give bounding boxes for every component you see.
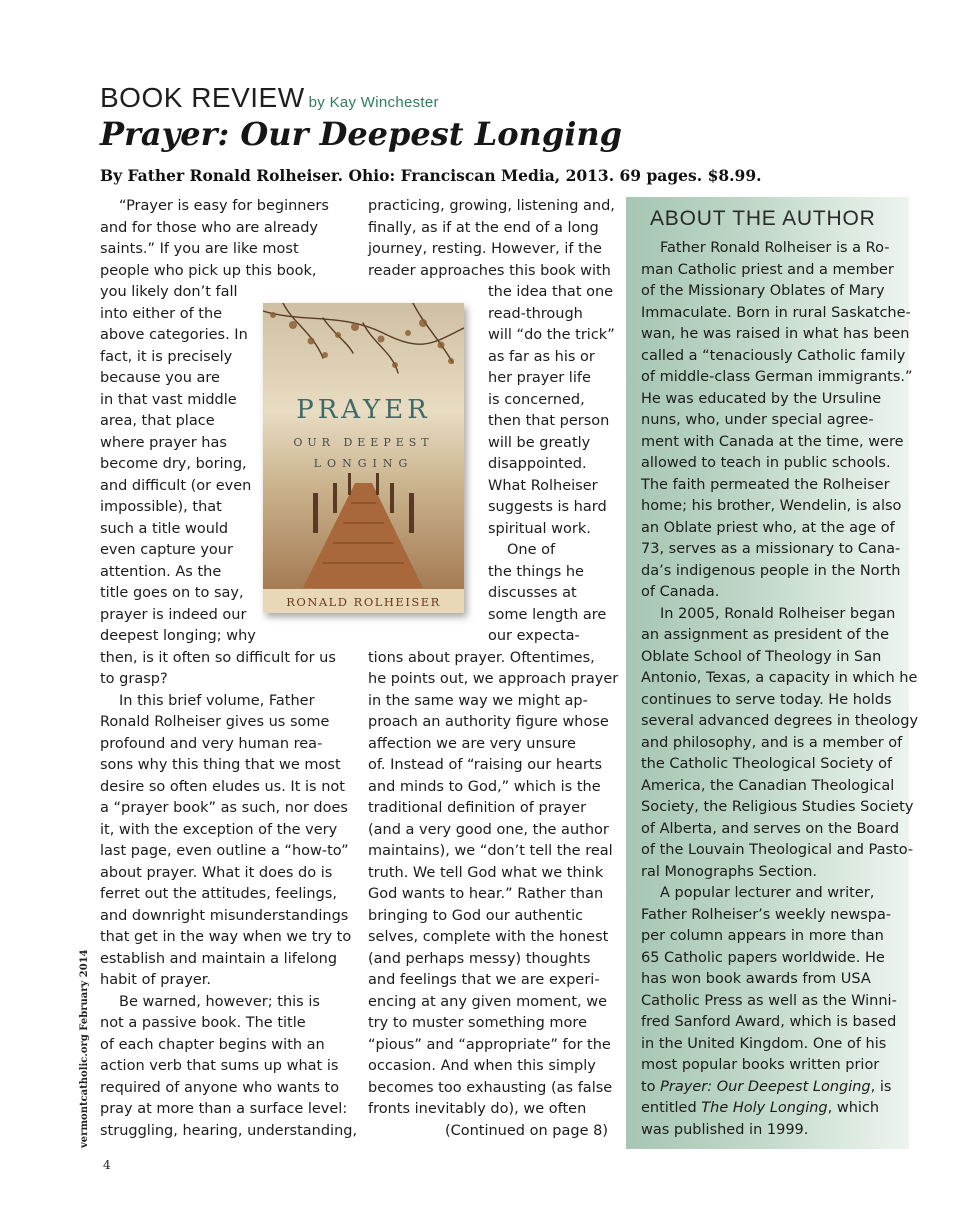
text-line: it, with the exception of the very bbox=[100, 821, 338, 838]
text-line: as far as his or bbox=[488, 348, 595, 365]
text-line: pray at more than a surface level: bbox=[100, 1101, 348, 1117]
text-line: disappointed. bbox=[488, 456, 587, 472]
text-line: of. Instead of “raising our hearts bbox=[368, 757, 603, 773]
text-line: spiritual work. bbox=[488, 520, 591, 537]
text-line: Be warned, however; this is bbox=[119, 993, 320, 1010]
text-line: and downright misunderstandings bbox=[100, 907, 349, 924]
text-line: 65 Catholic papers worldwide. He bbox=[641, 949, 885, 966]
text-line: affection we are very unsure bbox=[368, 735, 576, 752]
text-line: Immaculate. Born in rural Saskatche- bbox=[641, 304, 911, 321]
text-line: A popular lecturer and writer, bbox=[660, 885, 875, 901]
text-line: fronts inevitably do), we often bbox=[368, 1101, 587, 1117]
text-line: our expecta- bbox=[488, 628, 580, 644]
text-line: impossible), that bbox=[100, 499, 222, 515]
text-line: an Oblate priest who, at the age of bbox=[641, 519, 895, 536]
sidebar-text bbox=[641, 238, 919, 1141]
text-line: America, the Canadian Theological bbox=[641, 777, 895, 794]
text-line: establish and maintain a lifelong bbox=[100, 950, 338, 967]
text-line: that get in the way when we try to bbox=[100, 929, 352, 945]
text-line: reader approaches this book with bbox=[368, 262, 611, 279]
text-line: of middle-class German immigrants.” bbox=[641, 369, 913, 385]
text-line: man Catholic priest and a member bbox=[641, 261, 894, 278]
book-title-italic: The Holy Longing bbox=[701, 1100, 828, 1116]
text-line: practicing, growing, listening and, bbox=[368, 198, 615, 214]
text-line: “Prayer is easy for beginners bbox=[119, 198, 329, 214]
text-line bbox=[641, 1098, 903, 1120]
text-line: finally, as if at the end of a long bbox=[368, 219, 599, 236]
text-line: even capture your bbox=[100, 542, 233, 558]
text-line: traditional definition of prayer bbox=[368, 800, 587, 816]
pier-illustration bbox=[263, 473, 464, 588]
text-line: saints.” If you are like most bbox=[100, 241, 299, 257]
text-line: profound and very human rea- bbox=[100, 735, 323, 752]
text-line: In 2005, Ronald Rolheiser began bbox=[660, 605, 896, 622]
cover-subtitle: LONGING bbox=[313, 457, 414, 470]
text-line: and difficult (or even bbox=[100, 477, 252, 494]
text-line: because you are bbox=[100, 370, 220, 386]
text-line: The faith permeated the Rolheiser bbox=[641, 476, 890, 493]
text-line: was published in 1999. bbox=[641, 1121, 809, 1138]
text-line: will be greatly bbox=[488, 434, 591, 451]
text-line: will “do the trick” bbox=[488, 327, 615, 343]
text-line: most popular books written prior bbox=[641, 1057, 880, 1073]
text-fragment: , which bbox=[827, 1100, 880, 1116]
text-line: truth. We tell God what we think bbox=[368, 864, 604, 881]
text-line: attention. As the bbox=[100, 563, 222, 580]
book-cover-image bbox=[263, 303, 464, 613]
kicker-text: BOOK REVIEW bbox=[100, 82, 305, 113]
text-line: an assignment as president of the bbox=[641, 627, 890, 643]
text-line: not a passive book. The title bbox=[100, 1015, 306, 1031]
text-line: (and a very good one, the author bbox=[368, 821, 609, 838]
text-fragment: entitled bbox=[641, 1100, 702, 1116]
text-line: the things he bbox=[488, 563, 584, 580]
text-line: read-through bbox=[488, 305, 583, 322]
text-line: discusses at bbox=[488, 585, 577, 601]
text-line: is concerned, bbox=[488, 391, 585, 408]
text-line: and philosophy, and is a member of bbox=[641, 734, 903, 751]
text-line: continues to serve today. He holds bbox=[641, 691, 892, 708]
text-line: area, that place bbox=[100, 413, 215, 429]
text-line: try to muster something more bbox=[368, 1015, 587, 1031]
bibliographic-line: By Father Ronald Rolheiser. Ohio: Franciscan Media, 2013. 69 pages. $8.99. bbox=[100, 166, 762, 185]
cover-subtitle: OUR DEEPEST bbox=[293, 436, 434, 449]
text-line: 73, serves as a missionary to Cana- bbox=[641, 541, 901, 557]
text-line: last page, even outline a “how-to” bbox=[100, 843, 349, 859]
text-line: into either of the bbox=[100, 305, 223, 322]
sidebar-heading: ABOUT THE AUTHOR bbox=[650, 207, 876, 230]
text-line: you likely don’t fall bbox=[100, 284, 238, 300]
text-line: In this brief volume, Father bbox=[119, 692, 315, 709]
section-kicker bbox=[100, 82, 439, 114]
text-line: of Alberta, and serves on the Board bbox=[641, 820, 900, 837]
text-line: habit of prayer. bbox=[100, 972, 211, 988]
text-line: Ronald Rolheiser gives us some bbox=[100, 714, 330, 730]
text-line: become dry, boring, bbox=[100, 456, 247, 472]
text-line: Society, the Religious Studies Society bbox=[641, 799, 914, 815]
text-fragment: , is bbox=[870, 1078, 892, 1095]
text-line: people who pick up this book, bbox=[100, 262, 317, 279]
book-title-italic: Prayer: Our Deepest Longing bbox=[660, 1078, 871, 1095]
text-line: maintains), we “don’t tell the real bbox=[368, 843, 613, 859]
text-line: ment with Canada at the time, were bbox=[641, 433, 904, 450]
text-line: struggling, hearing, understanding, bbox=[100, 1122, 358, 1139]
text-line: Antonio, Texas, a capacity in which he bbox=[641, 670, 918, 686]
text-line: and feelings that we are experi- bbox=[368, 972, 600, 988]
text-line: above categories. In bbox=[100, 327, 248, 343]
text-line: per column appears in more than bbox=[641, 928, 884, 944]
tree-branches-illustration bbox=[263, 303, 464, 393]
text-line: action verb that sums up what is bbox=[100, 1058, 339, 1074]
text-line: occasion. And when this simply bbox=[368, 1058, 596, 1074]
text-line: ferret out the attitudes, feelings, bbox=[100, 886, 337, 902]
text-line: required of anyone who wants to bbox=[100, 1079, 340, 1096]
text-line: a “prayer book” as such, nor does bbox=[100, 800, 348, 816]
text-line: deepest longing; why bbox=[100, 628, 256, 644]
text-line: the Catholic Theological Society of bbox=[641, 756, 893, 772]
text-line: the idea that one bbox=[488, 284, 614, 300]
text-line bbox=[641, 1077, 903, 1099]
text-line: journey, resting. However, if the bbox=[368, 241, 602, 257]
text-line: fact, it is precisely bbox=[100, 348, 233, 365]
text-line: about prayer. What it does do is bbox=[100, 864, 333, 881]
text-line: “pious” and “appropriate” for the bbox=[368, 1036, 611, 1053]
cover-author: RONALD ROLHEISER bbox=[286, 595, 441, 609]
text-line: What Rolheiser bbox=[488, 477, 598, 494]
text-line: He was educated by the Ursuline bbox=[641, 390, 882, 407]
text-line: nuns, who, under special agree- bbox=[641, 412, 874, 428]
byline: by Kay Winchester bbox=[308, 94, 439, 111]
text-line: then that person bbox=[488, 413, 610, 429]
article-title: Prayer: Our Deepest Longing bbox=[100, 115, 622, 153]
text-line: then, is it often so difficult for us bbox=[100, 649, 336, 666]
text-line: such a title would bbox=[100, 520, 229, 537]
text-line: has won book awards from USA bbox=[641, 971, 871, 987]
text-line: Father Rolheiser’s weekly newspa- bbox=[641, 906, 892, 923]
text-line: home; his brother, Wendelin, is also bbox=[641, 498, 902, 514]
text-line: her prayer life bbox=[488, 370, 591, 386]
continued-note: (Continued on page 8) bbox=[444, 1122, 608, 1139]
text-line: in the United Kingdom. One of his bbox=[641, 1035, 887, 1052]
text-line: becomes too exhausting (as false bbox=[368, 1079, 613, 1096]
text-line: and for those who are already bbox=[100, 219, 319, 236]
text-line: called a “tenaciously Catholic family bbox=[641, 347, 906, 364]
text-line: title goes on to say, bbox=[100, 585, 244, 601]
text-line: encing at any given moment, we bbox=[368, 993, 608, 1010]
text-line: proach an authority figure whose bbox=[368, 714, 609, 730]
text-line: prayer is indeed our bbox=[100, 606, 247, 623]
cover-title: PRAYER bbox=[296, 395, 431, 425]
text-line: tions about prayer. Oftentimes, bbox=[368, 649, 595, 666]
text-line: God wants to hear.” Rather than bbox=[368, 886, 604, 902]
text-line: and minds to God,” which is the bbox=[368, 778, 601, 795]
page-number: 4 bbox=[103, 1158, 111, 1172]
text-line: bringing to God our authentic bbox=[368, 907, 584, 924]
text-line: desire so often eludes us. It is not bbox=[100, 778, 345, 795]
text-line: ral Monographs Section. bbox=[641, 863, 818, 880]
text-line: Father Ronald Rolheiser is a Ro- bbox=[660, 240, 890, 256]
text-line: fred Sanford Award, which is based bbox=[641, 1014, 897, 1030]
text-line: (and perhaps messy) thoughts bbox=[368, 950, 591, 967]
text-line: selves, complete with the honest bbox=[368, 929, 609, 945]
text-line: sons why this thing that we most bbox=[100, 757, 341, 773]
text-line: of the Missionary Oblates of Mary bbox=[641, 283, 885, 299]
text-line: of Canada. bbox=[641, 584, 720, 600]
text-line: One of bbox=[507, 542, 556, 558]
text-line: to grasp? bbox=[100, 671, 168, 687]
text-line: in that vast middle bbox=[100, 391, 237, 408]
text-line: Catholic Press as well as the Winni- bbox=[641, 992, 897, 1009]
text-line: of each chapter begins with an bbox=[100, 1036, 325, 1053]
text-line: da’s indigenous people in the North bbox=[641, 562, 901, 579]
text-line: some length are bbox=[488, 606, 607, 623]
text-line: where prayer has bbox=[100, 434, 227, 451]
text-line: wan, he was raised in what has been bbox=[641, 326, 910, 342]
text-line: allowed to teach in public schools. bbox=[641, 455, 891, 471]
text-line: Oblate School of Theology in San bbox=[641, 648, 882, 665]
vertical-folio: vermontcatholic.org February 2014 bbox=[79, 949, 90, 1148]
text-line: several advanced degrees in theology bbox=[641, 713, 919, 729]
text-fragment: to bbox=[641, 1078, 661, 1095]
text-line: of the Louvain Theological and Pasto- bbox=[641, 842, 914, 858]
text-line: he points out, we approach prayer bbox=[368, 671, 619, 687]
text-line: in the same way we might ap- bbox=[368, 692, 588, 709]
text-line: suggests is hard bbox=[488, 499, 607, 515]
